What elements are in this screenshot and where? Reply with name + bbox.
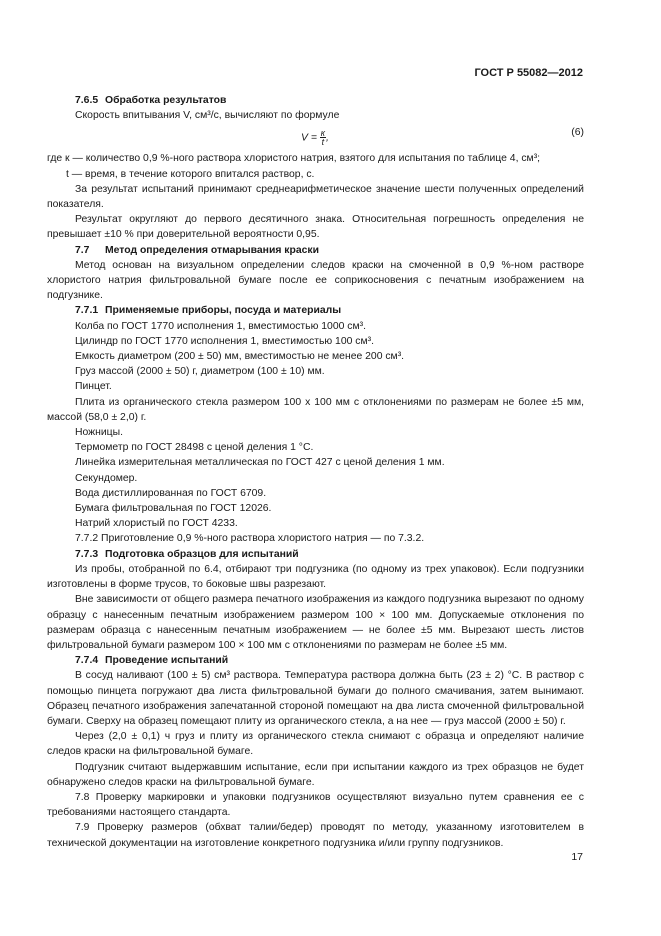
paragraph: За результат испытаний принимают среднеарифметическое значение шести полученных определений показателя. <box>47 183 584 211</box>
clause-7-7-2: 7.7.2 Приготовление 0,9 %-ного раствора хлористого натрия — по 7.3.2. <box>75 533 425 545</box>
list-item: Ножницы. <box>75 427 123 439</box>
paragraph: В сосуд наливают (100 ± 5) см³ раствора. Температура раствора должна быть (23 ± 2) °С. В раствор с помощью пинцета погружают два листа фильтровальной бумаги до полного смачивания, затем вынимают. Образец печатного изображения запечатанной стороной помещают на два листа смоченной фильтровальной бумаги. Сверху на образец помещают плиту из органического стекла, а на нее — груз массой (2000 ± 50) г. <box>47 670 584 727</box>
list-item: Колба по ГОСТ 1770 исполнения 1, вместимостью 1000 см³. <box>75 320 366 332</box>
formula-number: (6) <box>571 127 584 139</box>
list-item: Груз массой (2000 ± 50) г, диаметром (100 ± 10) мм. <box>75 366 325 378</box>
list-item: Цилиндр по ГОСТ 1770 исполнения 1, вместимостью 100 см³. <box>75 335 374 347</box>
section-heading-7-6-5: 7.6.5 Обработка результатов <box>75 95 227 106</box>
page-number: 17 <box>571 851 583 863</box>
list-item: Натрий хлористый по ГОСТ 4233. <box>75 518 238 530</box>
paragraph: Скорость впитывания V, см³/с, вычисляют по формуле <box>75 110 340 122</box>
list-item: Секундомер. <box>75 472 138 484</box>
clause-7-8: 7.8 Проверку маркировки и упаковки подгузников осуществляют визуально путем сравнения ее с требованиями настоящего стандарта. <box>47 791 584 819</box>
paragraph: Результат округляют до первого десятичного знака. Относительная погрешность определения не превышает ±10 % при доверительной вероятности 0,95. <box>47 214 584 241</box>
section-heading-7-7-3: 7.7.3 Подготовка образцов для испытаний <box>75 548 299 560</box>
list-item: Пинцет. <box>75 381 112 393</box>
page-body <box>47 93 584 851</box>
formula-definitions <box>47 151 584 181</box>
list-item: Бумага фильтровальная по ГОСТ 12026. <box>75 503 272 515</box>
definition-t: t — время, в течение которого впитался раствор, с. <box>66 168 315 180</box>
formula-6 <box>47 123 584 151</box>
document-code-header: ГОСТ Р 55082—2012 <box>474 67 583 79</box>
list-item: Плита из органического стекла размером 100 х 100 мм с отклонениями по размерам не более ±5 мм, массой (58,0 ± 2,0) г. <box>47 396 584 423</box>
list-item: Вода дистиллированная по ГОСТ 6709. <box>75 487 267 499</box>
section-heading-7-7: 7.7 Метод определения отмарывания краски <box>75 244 319 256</box>
paragraph: Подгузник считают выдержавшим испытание, если при испытании каждого из трех образцов не будет обнаружено следов краски на фильтровальной бумаге. <box>47 761 584 788</box>
definition-k: где к — количество 0,9 %-ного раствора хлористого натрия, взятого для испытания по таблице 4, см³; <box>47 153 541 165</box>
paragraph: Метод основан на визуальном определении следов краски на смоченной в 0,9 %-ном растворе хлористого натрия фильтровальной бумаге после ее соприкосновения с печатным изображением на подгузнике. <box>47 259 584 302</box>
list-item: Линейка измерительная металлическая по ГОСТ 427 с ценой деления 1 мм. <box>75 457 445 469</box>
section-heading-7-7-1: 7.7.1 Применяемые приборы, посуда и материалы <box>75 305 342 317</box>
clause-7-9: 7.9 Проверку размеров (обхват талии/бедер) проводят по методу, указанному изготовителем в технической документации на изготовление конкретного подгузника и/или группу подгузников. <box>47 822 584 849</box>
section-heading-7-7-4: 7.7.4 Проведение испытаний <box>75 655 229 667</box>
fraction: $\frac{к}{t}$ <box>320 128 326 148</box>
paragraph: Из пробы, отобранной по 6.4, отбирают три подгузника (по одному из трех упаковок). Если подгузники изготовлены в форме трусов, то боковые швы разрезают. <box>47 563 584 591</box>
list-item: Термометр по ГОСТ 28498 с ценой деления 1 °С. <box>75 442 314 454</box>
paragraph: Через (2,0 ± 0,1) ч груз и плиту из органического стекла снимают с образца и определяют наличие следов краски на фильтровальной бумаге. <box>47 731 584 758</box>
list-item: Емкость диаметром (200 ± 50) мм, вместимостью не менее 200 см³. <box>75 351 405 363</box>
paragraph: Вне зависимости от общего размера печатного изображения из каждого подгузника вырезают по одному образцу с нанесенным печатным изображением размером 100 × 100 мм. Допускаемые отклонения по размерам образца с нанесенным печатным изображением — не более ±5 мм. Вырезают шесть листов фильтровальной бумаги размером 100 × 100 мм с отклонениями по размерам не более ±5 мм. <box>47 594 584 651</box>
formula-expression: V = $\frac{к}{t}$ , <box>301 128 329 148</box>
